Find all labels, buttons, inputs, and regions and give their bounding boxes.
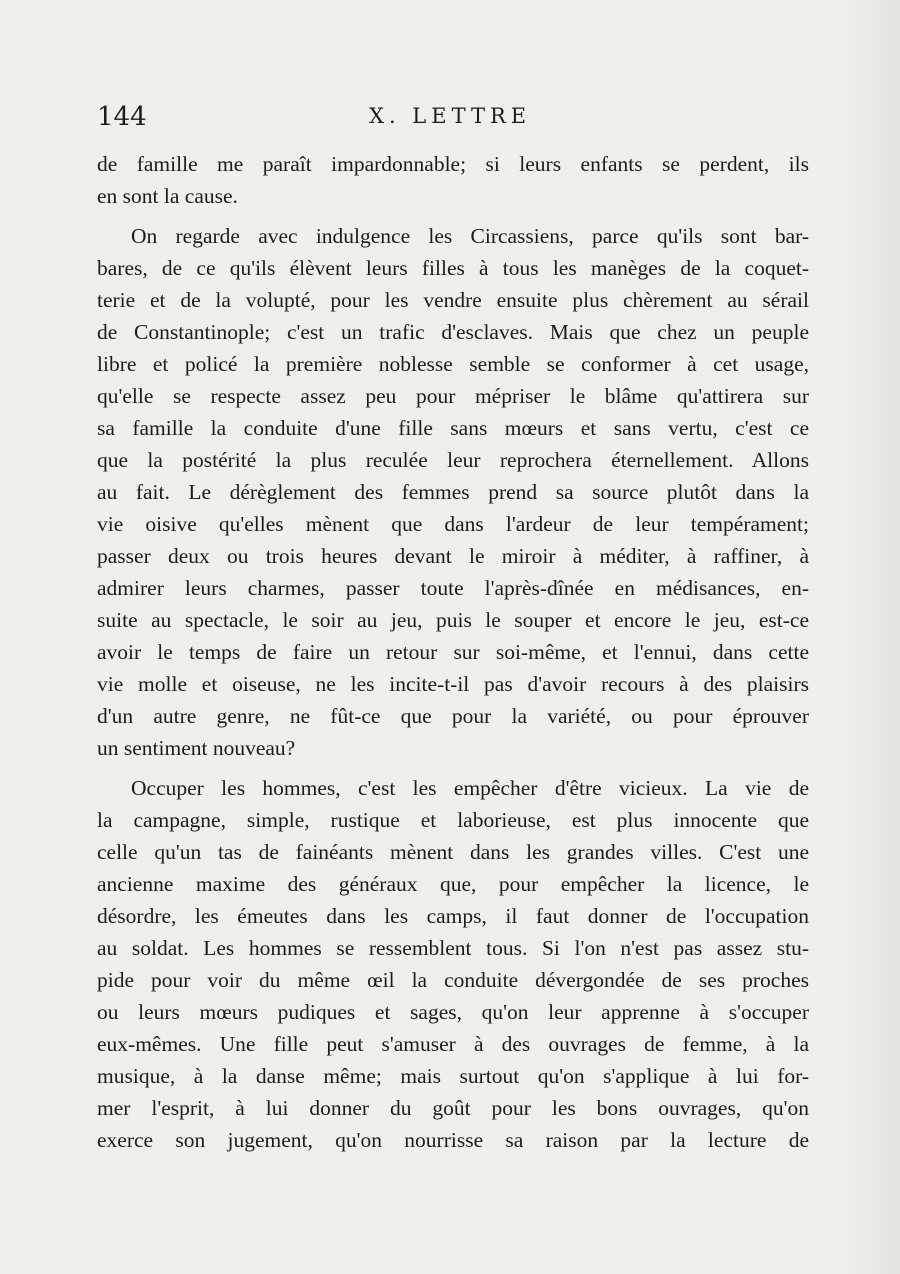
text-line: de Constantinople; c'est un trafic d'esclaves. Mais que chez un peuple bbox=[97, 320, 809, 344]
text-line: suite au spectacle, le soir au jeu, puis le souper et encore le jeu, est-ce bbox=[97, 608, 809, 632]
text-line: un sentiment nouveau? bbox=[97, 736, 296, 760]
text-line: que la postérité la plus reculée leur reprochera éternellement. Allons bbox=[97, 448, 809, 472]
text-line: désordre, les émeutes dans les camps, il faut donner de l'occupation bbox=[97, 904, 809, 928]
text-line: exerce son jugement, qu'on nourrisse sa raison par la lecture de bbox=[97, 1128, 809, 1152]
text-line: On regarde avec indulgence les Circassiens, parce qu'ils sont bar- bbox=[131, 224, 809, 248]
text-line: pide pour voir du même œil la conduite dévergondée de ses proches bbox=[97, 968, 809, 992]
text-line: Occuper les hommes, c'est les empêcher d'être vicieux. La vie de bbox=[131, 776, 809, 800]
text-line: libre et policé la première noblesse semble se conformer à cet usage, bbox=[97, 352, 809, 376]
text-line: ou leurs mœurs pudiques et sages, qu'on leur apprenne à s'occuper bbox=[97, 1000, 809, 1024]
text-line: au soldat. Les hommes se ressemblent tous. Si l'on n'est pas assez stu- bbox=[97, 936, 809, 960]
text-line: musique, à la danse même; mais surtout qu'on s'applique à lui for- bbox=[97, 1064, 809, 1088]
text-line: la campagne, simple, rustique et laborieuse, est plus innocente que bbox=[97, 808, 809, 832]
text-line: mer l'esprit, à lui donner du goût pour les bons ouvrages, qu'on bbox=[97, 1096, 809, 1120]
text-line: qu'elle se respecte assez peu pour mépriser le blâme qu'attirera sur bbox=[97, 384, 809, 408]
text-line: passer deux ou trois heures devant le miroir à méditer, à raffiner, à bbox=[97, 544, 809, 568]
text-line: vie molle et oiseuse, ne les incite-t-il pas d'avoir recours à des plaisirs bbox=[97, 672, 809, 696]
running-head: X. LETTRE bbox=[369, 104, 532, 128]
paragraph-circassiens bbox=[97, 220, 809, 764]
text-line: en sont la cause. bbox=[97, 184, 238, 208]
page-header bbox=[97, 102, 809, 140]
text-line: d'un autre genre, ne fût-ce que pour la variété, ou pour éprouver bbox=[97, 704, 809, 728]
text-line: avoir le temps de faire un retour sur soi-même, et l'ennui, dans cette bbox=[97, 640, 809, 664]
text-line: eux-mêmes. Une fille peut s'amuser à des ouvrages de femme, à la bbox=[97, 1032, 809, 1056]
paragraph-occuper bbox=[97, 772, 809, 1156]
text-line: terie et de la volupté, pour les vendre ensuite plus chèrement au sérail bbox=[97, 288, 809, 312]
text-line: au fait. Le dérèglement des femmes prend sa source plutôt dans la bbox=[97, 480, 809, 504]
text-line: admirer leurs charmes, passer toute l'après-dînée en médisances, en- bbox=[97, 576, 809, 600]
text-line: sa famille la conduite d'une fille sans mœurs et sans vertu, c'est ce bbox=[97, 416, 809, 440]
text-line: de famille me paraît impardonnable; si leurs enfants se perdent, ils bbox=[97, 152, 809, 176]
text-line: celle qu'un tas de fainéants mènent dans les grandes villes. C'est une bbox=[97, 840, 809, 864]
text-line: vie oisive qu'elles mènent que dans l'ardeur de leur tempérament; bbox=[97, 512, 809, 536]
text-line: ancienne maxime des généraux que, pour empêcher la licence, le bbox=[97, 872, 809, 896]
text-line: bares, de ce qu'ils élèvent leurs filles à tous les manèges de la coquet- bbox=[97, 256, 809, 280]
page-number: 144 bbox=[97, 102, 147, 132]
paragraph-continuation bbox=[97, 148, 809, 212]
body-text bbox=[97, 148, 809, 1156]
